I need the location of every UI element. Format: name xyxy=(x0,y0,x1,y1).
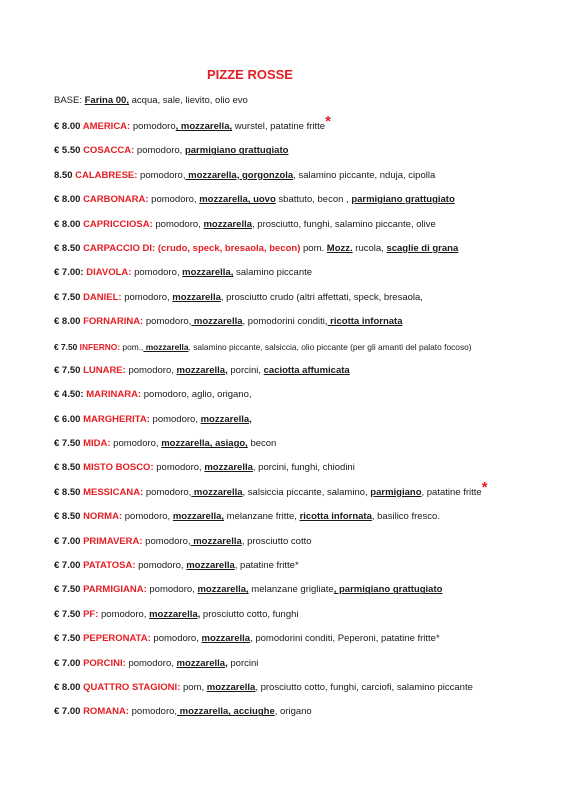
item-text: , salamino piccante, salsiccia, olio piccante (per gli amanti del palato focoso) xyxy=(188,341,472,352)
item-text: melanzane fritte, xyxy=(224,511,300,523)
base-ingredients xyxy=(54,95,248,106)
item-text: pomodoro, aglio, origano, xyxy=(141,389,252,401)
item-highlight: mozzarella, xyxy=(149,608,201,620)
item-name: FORNARINA: xyxy=(83,316,144,328)
item-price: € 8.00 xyxy=(54,218,84,230)
item-name: MARINARA: xyxy=(86,389,142,401)
item-highlight: mozzarella xyxy=(190,535,242,547)
item-highlight: mozzarella xyxy=(172,291,221,303)
item-highlight: mozzarella, xyxy=(200,413,252,425)
menu-item xyxy=(54,534,554,558)
item-highlight: mozzarella, xyxy=(197,584,249,596)
item-highlight: caciotta affumicata xyxy=(263,364,350,376)
item-price: € 7.00 xyxy=(54,560,84,572)
item-highlight: mozzarella xyxy=(191,486,243,498)
item-name: MISTO BOSCO: xyxy=(83,462,154,474)
item-highlight: mozzarella xyxy=(206,681,256,693)
item-highlight: parmigiano xyxy=(370,486,422,498)
item-text: pomodoro, xyxy=(142,535,191,547)
menu-item xyxy=(54,168,554,192)
item-highlight: parmigiano grattugiato xyxy=(351,194,455,206)
menu-item xyxy=(54,412,554,436)
item-highlight: mozzarella xyxy=(143,341,189,352)
item-text: pomodoro, xyxy=(153,462,205,474)
menu-item xyxy=(54,460,554,484)
item-highlight: , parmigiano grattugiato xyxy=(333,584,443,596)
item-text: , prosciutto crudo (altri affettati, speck, bresaola, xyxy=(220,291,423,303)
item-name: DIAVOLA: xyxy=(86,267,132,279)
item-price: € 5.50 xyxy=(54,145,84,157)
item-text: pom. xyxy=(300,242,327,254)
item-price: € 7.50 xyxy=(54,291,84,303)
item-text: pomodoro, xyxy=(121,291,173,303)
item-text: pomodoro, xyxy=(143,316,192,328)
item-name: INFERNO: xyxy=(79,341,121,352)
item-price: € 8.50 xyxy=(54,486,84,498)
item-text: , pomodorini conditi, Peperoni, patatine fritte* xyxy=(250,633,440,645)
item-text: , prosciutto cotto, funghi, carciofi, salamino piccante xyxy=(255,681,473,693)
item-text: becon xyxy=(247,438,277,450)
item-text: pomodoro, xyxy=(125,657,177,669)
item-highlight: mozzarella, xyxy=(176,364,228,376)
item-price: € 8.00 xyxy=(54,194,84,206)
item-price: € 7.50 xyxy=(54,584,84,596)
item-text: pomodoro xyxy=(130,121,176,132)
item-name: MIDA: xyxy=(83,438,111,450)
menu-item xyxy=(54,509,554,533)
menu-item xyxy=(54,631,554,655)
item-highlight: mozzarella, xyxy=(176,657,228,669)
item-text: wurstel, patatine fritte xyxy=(232,121,326,132)
page-title: PIZZE ROSSE xyxy=(207,67,293,82)
menu-item xyxy=(54,363,554,387)
menu-item xyxy=(54,656,554,680)
menu-item xyxy=(54,704,554,728)
menu-item xyxy=(54,192,554,216)
item-text: pomodoro, xyxy=(122,511,173,523)
item-text: rucola, xyxy=(352,242,387,254)
item-price: € 7.00 xyxy=(54,535,84,547)
item-name: ROMANA: xyxy=(83,706,129,718)
item-text: pomodoro, xyxy=(149,413,201,425)
item-text: pomodoro, xyxy=(146,584,198,596)
item-highlight: mozzarella xyxy=(186,560,235,572)
item-text: , pomodorini conditi, xyxy=(242,316,328,328)
item-text: pom., xyxy=(120,341,144,352)
item-highlight: mozzarella xyxy=(201,633,251,645)
item-highlight: mozzarella xyxy=(191,316,243,328)
item-price: € 8.50 xyxy=(54,242,84,254)
menu-item xyxy=(54,241,554,265)
item-text: porcini, xyxy=(227,364,264,376)
item-price: € 7.00: xyxy=(54,267,87,279)
item-price: € 7.00 xyxy=(54,657,84,669)
item-text: pomodoro, xyxy=(110,438,162,450)
item-name: AMERICA: xyxy=(82,121,131,132)
item-name: COSACCA: xyxy=(83,145,135,157)
item-highlight: mozzarella, xyxy=(172,511,225,523)
item-highlight: , mozzarella, xyxy=(175,121,233,132)
item-text: pomodoro, xyxy=(135,560,187,572)
item-text: , origano xyxy=(274,706,312,718)
item-text: pomodoro, xyxy=(128,706,178,718)
item-text: pomodoro, xyxy=(152,218,204,230)
item-price: € 8.00 xyxy=(54,121,83,132)
menu-item xyxy=(54,582,554,606)
menu-item xyxy=(54,558,554,582)
base-label: BASE: xyxy=(54,95,85,106)
item-text: pom, xyxy=(180,681,207,693)
item-text: pomodoro, xyxy=(143,486,192,498)
item-price: 8.50 xyxy=(54,169,76,181)
item-text: pomodoro, xyxy=(148,194,200,206)
menu-item xyxy=(54,680,554,704)
item-name: PARMIGIANA: xyxy=(83,584,147,596)
menu-item xyxy=(54,113,554,143)
item-price: € 8.00 xyxy=(54,681,84,693)
asterisk-mark: * xyxy=(325,113,331,130)
item-text: , porcini, funghi, chiodini xyxy=(252,462,355,474)
item-text: pomodoro, xyxy=(150,633,202,645)
item-highlight: Mozz. xyxy=(326,242,353,254)
item-text: pomodoro, xyxy=(125,364,177,376)
item-text: , patatine fritte* xyxy=(234,560,299,572)
menu-item xyxy=(54,478,554,509)
base-flour: Farina 00, xyxy=(84,95,129,106)
item-name: PRIMAVERA: xyxy=(83,535,143,547)
item-text: porcini xyxy=(227,657,259,669)
item-text: pomodoro, xyxy=(98,608,150,620)
item-name: QUATTRO STAGIONI: xyxy=(83,681,181,693)
item-price: € 7.50 xyxy=(54,608,84,620)
menu-item xyxy=(54,265,554,289)
menu-item xyxy=(54,217,554,241)
pizza-list xyxy=(54,113,554,729)
item-price: € 7.50 xyxy=(54,438,84,450)
item-text: , patatine fritte xyxy=(421,486,482,498)
item-name: PEPERONATA: xyxy=(83,633,151,645)
item-name: CARPACCIO DI: (crudo, speck, bresaola, becon) xyxy=(83,242,301,254)
item-highlight: mozzarella xyxy=(203,218,253,230)
item-highlight: mozzarella xyxy=(204,462,253,474)
item-text: pomodoro, xyxy=(131,267,183,279)
item-highlight: ricotta infornata xyxy=(299,511,372,523)
item-name: MARGHERITA: xyxy=(83,413,150,425)
item-name: PF: xyxy=(83,608,99,620)
item-name: CARBONARA: xyxy=(83,194,149,206)
item-text: pomodoro, xyxy=(137,169,186,181)
menu-item xyxy=(54,436,554,460)
item-price: € 7.50 xyxy=(54,633,84,645)
item-highlight: scaglie di grana xyxy=(386,242,459,254)
item-price: € 8.50 xyxy=(54,511,84,523)
item-text: sbattuto, becon , xyxy=(275,194,352,206)
item-name: CAPRICCIOSA: xyxy=(83,218,153,230)
item-text: , salsiccia piccante, salamino, xyxy=(242,486,371,498)
asterisk-mark: * xyxy=(481,478,488,496)
menu-item xyxy=(54,143,554,167)
item-name: CALABRESE: xyxy=(75,169,138,181)
item-text: , salamino piccante, nduja, cipolla xyxy=(293,169,436,181)
item-highlight: mozzarella, gorgonzola xyxy=(185,169,294,181)
item-name: PORCINI: xyxy=(83,657,126,669)
item-text: pomodoro, xyxy=(134,145,185,157)
item-price: € 8.50 xyxy=(54,462,84,474)
item-text: melanzane grigliate xyxy=(248,584,334,596)
item-text: , prosciutto cotto xyxy=(241,535,312,547)
item-name: NORMA: xyxy=(83,511,123,523)
menu-item xyxy=(54,290,554,314)
item-name: MESSICANA: xyxy=(83,486,144,498)
item-highlight: mozzarella, xyxy=(182,267,234,279)
item-text: salamino piccante xyxy=(233,267,313,279)
menu-item xyxy=(54,387,554,411)
menu-item xyxy=(54,339,554,363)
item-price: € 7.00 xyxy=(54,706,84,718)
item-highlight: mozzarella, asiago, xyxy=(161,438,248,450)
item-highlight: mozzarella, acciughe xyxy=(177,706,275,718)
base-rest: acqua, sale, lievito, olio evo xyxy=(128,95,248,106)
item-text: prosciutto cotto, funghi xyxy=(200,608,299,620)
item-highlight: parmigiano grattugiato xyxy=(184,145,289,157)
menu-item xyxy=(54,314,554,338)
item-text: , prosciutto, funghi, salamino piccante, olive xyxy=(252,218,436,230)
item-name: PATATOSA: xyxy=(83,560,136,572)
item-price: € 6.00 xyxy=(54,413,84,425)
item-price: € 7.50 xyxy=(54,341,80,352)
item-name: LUNARE: xyxy=(83,364,126,376)
item-highlight: ricotta infornata xyxy=(327,316,403,328)
item-name: DANIEL: xyxy=(83,291,122,303)
item-price: € 4.50: xyxy=(54,389,87,401)
item-text: , basilico fresco. xyxy=(371,511,440,523)
item-price: € 8.00 xyxy=(54,316,84,328)
menu-item xyxy=(54,607,554,631)
item-price: € 7.50 xyxy=(54,364,84,376)
item-highlight: mozzarella, uovo xyxy=(199,194,276,206)
